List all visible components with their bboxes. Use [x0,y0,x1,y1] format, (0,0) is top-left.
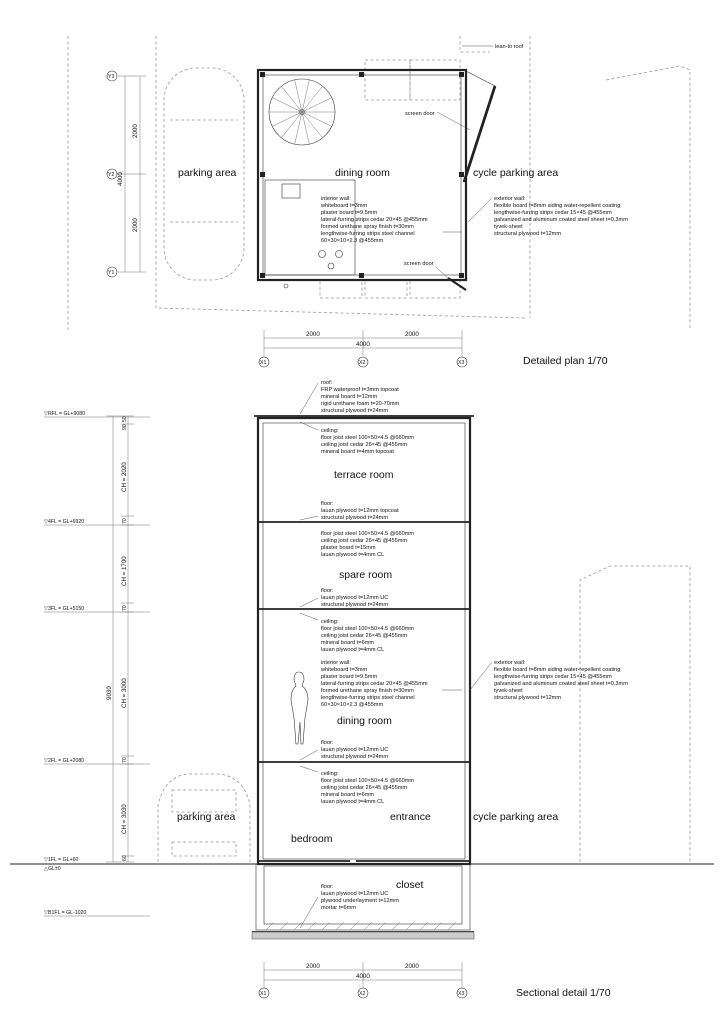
grid-label-y1: Y1 [108,270,115,276]
screen-door-label-1: screen door [405,111,435,117]
hatch-line [392,922,400,930]
grid-label-x2: X2 [359,991,366,997]
dim-f2: 70 [122,757,128,763]
note-leader [300,598,318,607]
stair-tread [302,98,332,112]
dim-x-right: 2000 [405,963,419,970]
note-line: tyvek-sheet [494,688,523,694]
note-line: mineral board t=4mm topcoat [321,449,394,455]
kitchen-sink [282,184,300,198]
deck-bottom-2 [365,280,407,298]
note-leader [300,516,318,520]
drain-mark [284,284,288,288]
note-line: interior wall: [321,660,351,666]
note-leader [300,766,318,772]
section-dining-label: dining room [337,715,392,727]
grid-label-x1: X1 [260,991,267,997]
neighbor-building-right [606,66,690,330]
dim-y-top: 2000 [132,124,139,138]
note-ceiling-4fl [300,422,414,455]
deck-bottom-1 [320,280,362,298]
note-line: ceiling joist cedar 26×45 @455mm [321,442,408,448]
plan-cycle-label: cycle parking area [473,167,559,179]
deck-top-2 [410,60,460,100]
column-y3-x3 [459,72,464,77]
dim-x-left: 2000 [306,963,320,970]
stair-tread [272,98,302,112]
section-vertical-dimensions [106,416,134,862]
note-line: structural plywood t=12mm [494,231,561,237]
note-line: interior wall: [321,196,351,202]
dim-ch-4: CH = 2020 [121,462,128,492]
column-y3-x1 [260,72,265,77]
note-line: lauan plywood t=12mm UC [321,595,389,601]
foundation-hatch [252,932,474,939]
grid-label-x3: X3 [458,991,465,997]
note-leader [300,383,318,414]
car-window-section [172,790,236,812]
level-2fl: ▽2FL = GL+2080 [44,758,85,764]
hatch-line [448,922,456,930]
neighbor-section-right [580,566,690,862]
dim-x-left: 2000 [306,331,320,338]
column-y3-x2 [359,72,364,77]
person-silhouette [291,672,308,744]
note-line: lauan plywood t=4mm CL [321,647,385,653]
note-line: mortar t=6mm [321,905,356,911]
hatch-line [294,922,302,930]
note-line: lauan plywood t=12mm UC [321,891,389,897]
level-rfl: ▽RFL = GL+9080 [44,411,85,417]
note-floor-b1fl [300,884,399,928]
level-4fl: ▽4FL = GL+6920 [44,519,85,525]
hatch-line [406,922,414,930]
dim-x-total: 4000 [356,341,370,348]
plan-exterior-wall-note [468,196,628,237]
dim-x-total: 4000 [356,973,370,980]
note-line: floor: [321,740,334,746]
note-line: plaster board t=9.5mm [321,210,378,216]
note-line: exterior wall: [494,660,526,666]
note-line: whiteboard t=3mm [321,667,368,673]
note-line: rigid urethane foam t=20-70mm [321,401,400,407]
note-line: lengthwise-furring strips cedar 15×45 @455mm [494,210,612,216]
note-floor-2fl [300,740,388,760]
column-y2-x3 [459,172,464,177]
note-line: mineral board t=12mm [321,394,378,400]
note-line: structural plywood t=12mm [494,695,561,701]
stove-burner-3 [328,263,334,269]
plan-dining-label: dining room [335,167,390,179]
note-line: lauan plywood t=12mm topcoat [321,508,399,514]
note-line: floor: [321,501,334,507]
note-ceiling-2fl [300,613,414,653]
section-closet-label: closet [396,879,424,891]
note-leader [300,613,318,620]
hatch-line [266,922,274,930]
screen-door-swing-top [464,70,495,86]
note-line: formed urethane spray finish t=30mm [321,224,414,230]
detailed-plan [68,36,690,367]
column-y2-x1 [260,172,265,177]
lean-to-roof-outline [460,36,490,52]
grid-label-y2: Y2 [108,172,115,178]
dim-f3: 70 [122,605,128,611]
dim-ch-3: CH = 1700 [121,556,128,586]
level-3fl: ▽3FL = GL+5150 [44,606,85,612]
note-section-exterior-wall [470,660,628,701]
note-line: FRP waterproof t=3mm topcoat [321,387,399,393]
closet-hatching [266,922,456,930]
level-1fl: ▽1FL = GL+60 [44,857,79,863]
column-y1-x1 [260,273,265,278]
dim-roof-slab: 50 [122,416,128,422]
note-line: exterior wall: [494,196,526,202]
stair-tread [302,112,332,126]
hatch-line [364,922,372,930]
dim-ch-1: CH = 3030 [121,804,128,834]
plan-title: Detailed plan 1/70 [523,355,608,367]
level-marks [44,411,150,916]
note-line: structural plywood t=24mm [321,408,388,414]
note-line: ceiling joist cedar 26×45 @455mm [321,538,408,544]
note-leader [468,198,492,222]
grid-label-y3: Y3 [108,74,115,80]
hatch-line [350,922,358,930]
note-line: lauan plywood t=4mm CL [321,799,385,805]
hatch-line [308,922,316,930]
note-line: floor joist steel 100×50×4.5 @660mm [321,435,415,441]
note-line: roof: [321,380,333,386]
plan-horizontal-dimensions [259,330,467,367]
note-line: flexible board t=8mm siding water-repellent coating [494,203,621,209]
lean-to-roof-label: lean-to roof [495,44,524,50]
note-line: plaster board t=15mm [321,545,376,551]
hatch-line [280,922,288,930]
note-line: formed urethane spray finish t=30mm [321,688,414,694]
column-y1-x2 [359,273,364,278]
note-line: lengthwise-furring strips steel channel [321,231,415,237]
closet-pit [256,864,470,930]
plan-interior-wall-note [320,196,462,244]
screen-door-label-2: screen door [404,261,434,267]
sectional-detail [10,380,714,999]
section-cycle-label: cycle parking area [473,811,559,823]
level-gl: △GL±0 [44,866,61,872]
stair-tread [272,112,302,126]
hatch-line [434,922,442,930]
plan-vertical-dimensions [107,71,146,277]
note-line: floor: [321,884,334,890]
note-section-interior-wall [320,660,462,708]
note-ceiling-1fl [300,766,414,805]
dim-y-bottom: 2000 [132,218,139,232]
deck-top-1 [365,60,410,100]
note-line: ceiling joist cedar 26×45 @455mm [321,785,408,791]
note-line: lauan plywood t=12mm UC [321,747,389,753]
dim-roof-slab2: 90 [122,424,128,430]
note-line: floor joist steel 100×50×4.5 @660mm [321,626,415,632]
note-line: plywood underlayment t=12mm [321,898,399,904]
section-spare-label: spare room [339,569,393,581]
note-line: mineral board t=6mm [321,640,375,646]
note-line: structural plywood t=24mm [321,754,388,760]
note-ceiling-3fl [321,531,414,558]
grid-label-x3: X3 [458,360,465,366]
note-line: ceiling: [321,771,339,777]
level-b1fl: ▽B1FL = GL-1020 [44,910,87,916]
stove-burner-2 [336,251,343,258]
grid-label-x2: X2 [359,360,366,366]
note-line: lateral-furring strips cedar 20×45 @455mm [321,217,428,223]
column-y1-x3 [459,273,464,278]
note-floor-4fl [300,501,399,521]
section-title: Sectional detail 1/70 [516,987,611,999]
note-line: 60×30×10×2.3 @455mm [321,238,384,244]
dim-total: 9030 [106,686,113,700]
dim-x-right: 2000 [405,331,419,338]
note-line: lauan plywood t=4mm CL [321,552,385,558]
stove-burner-1 [319,251,326,258]
plan-parking-label: parking area [178,167,237,179]
note-leader [470,662,492,690]
car-grille-section [172,842,236,856]
dim-f1: 60 [122,855,128,861]
note-line: structural plywood t=24mm [321,515,388,521]
grid-label-x1: X1 [260,360,267,366]
hatch-line [378,922,386,930]
hatch-line [322,922,330,930]
note-line: lengthwise-furring strips steel channel [321,695,415,701]
note-line: structural plywood t=24mm [321,602,388,608]
dim-y-total: 4000 [117,172,124,186]
note-line: flexible board t=8mm siding water-repellent coating [494,667,621,673]
note-line: ceiling: [321,428,339,434]
note-line: lengthwise-furring strips cedar 15×45 @455mm [494,674,612,680]
note-floor-3fl [300,588,388,608]
note-line: floor: [321,588,334,594]
note-line: lateral-furring strips cedar 20×45 @455mm [321,681,428,687]
hatch-line [420,922,428,930]
note-leader [300,750,318,760]
note-line: galvanized and aluminum coated steel sheet t=0.3mm [494,217,628,223]
note-line: mineral board t=6mm [321,792,375,798]
note-line: floor joist steel 100×50×4.5 @660mm [321,531,415,537]
section-terrace-label: terrace room [334,469,394,481]
note-line: 60×30×10×2.3 @455mm [321,702,384,708]
note-line: plaster board t=9.5mm [321,674,378,680]
note-roof [300,380,400,414]
section-horizontal-dimensions [259,962,467,998]
section-parking-label: parking area [177,811,236,823]
note-line: ceiling joist cedar 26×45 @455mm [321,633,408,639]
section-bedroom-label: bedroom [291,833,333,845]
note-line: ceiling: [321,619,339,625]
dim-ch-2: CH = 3000 [121,678,128,708]
note-line: floor joist steel 100×50×4.5 @660mm [321,778,415,784]
hatch-line [336,922,344,930]
note-line: galvanized and aluminum coated steel sheet t=0.3mm [494,681,628,687]
note-line: whiteboard t=3mm [321,203,368,209]
spiral-stair-treads [269,80,335,144]
section-entrance-label: entrance [390,811,431,823]
deck-bottom-3 [410,280,460,298]
dim-f4: 70 [122,518,128,524]
note-leader [300,897,318,928]
note-line: tyvek-sheet [494,224,523,230]
